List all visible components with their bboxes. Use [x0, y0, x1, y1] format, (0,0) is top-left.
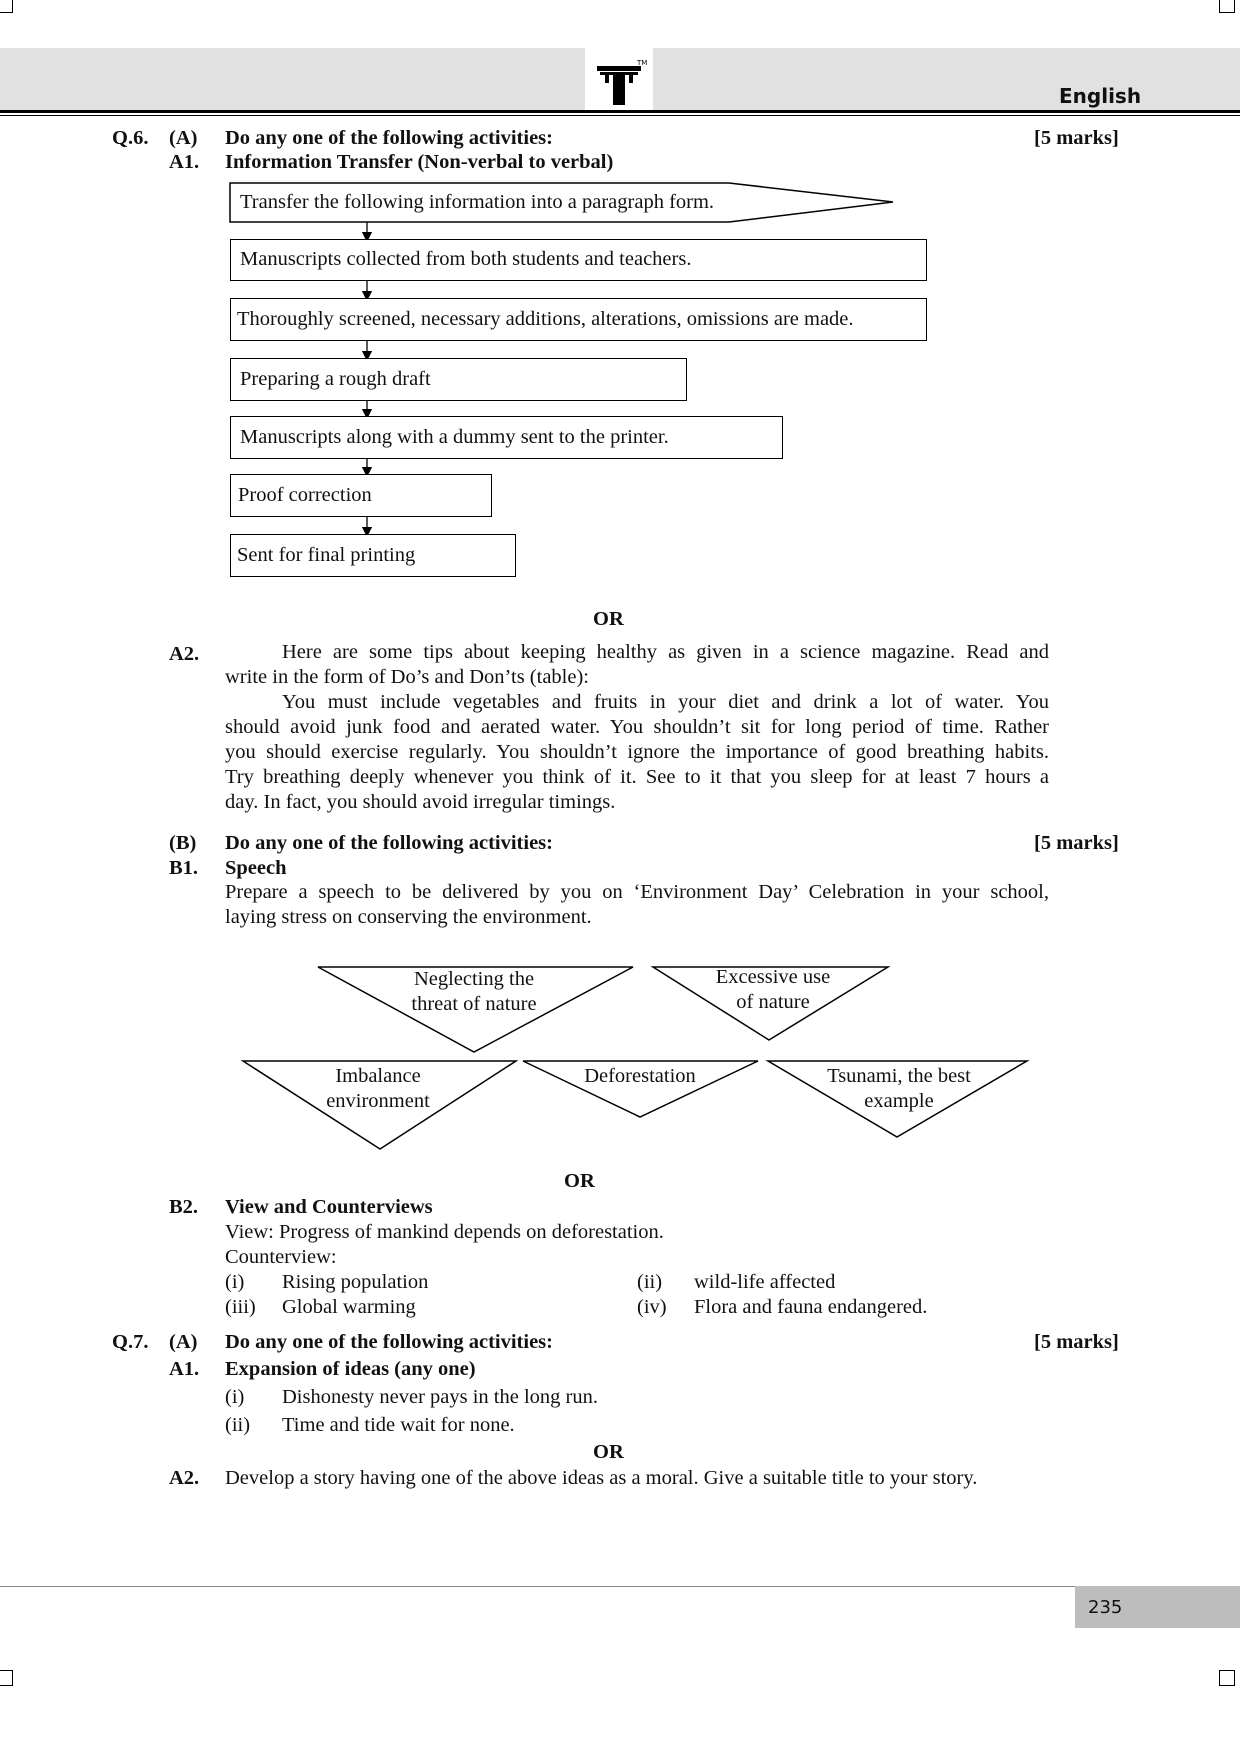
a2-line-2: write in the form of Do’s and Don’ts (table): — [225, 666, 589, 688]
flow-step-5: Manuscripts along with a dummy sent to the printer. — [230, 416, 783, 459]
idea-text: Time and tide wait for none. — [282, 1414, 515, 1436]
flow-step-2: Manuscripts collected from both students and teachers. — [230, 239, 927, 281]
counterpoint-text: Flora and fauna endangered. — [694, 1296, 928, 1318]
a2-line-4: should avoid junk food and aerated water. You shouldn’t sit for long period of time. Rather — [225, 716, 1049, 738]
a2-line-1: Here are some tips about keeping healthy as given in a science magazine. Read and — [282, 641, 1049, 663]
triangle-label-imbalance: Imbalance environment — [326, 1065, 430, 1112]
triangle-label-deforestation: Deforestation — [584, 1065, 696, 1087]
q6-part-a-marks: [5 marks] — [1034, 127, 1119, 149]
counterpoint-text: Global warming — [282, 1296, 416, 1318]
q7-number: Q.7. — [112, 1331, 149, 1353]
b1-line-2: laying stress on conserving the environment. — [225, 906, 592, 928]
q6-b2-view: View: Progress of mankind depends on deforestation. — [225, 1221, 664, 1243]
q6-a2-label: A2. — [169, 643, 200, 665]
q7-a2-label: A2. — [169, 1467, 200, 1489]
counterpoint-num: (iii) — [225, 1296, 256, 1318]
idea-text: Dishonesty never pays in the long run. — [282, 1386, 598, 1408]
q6-part-a-label: (A) — [169, 127, 198, 149]
flow-step-1: Transfer the following information into a paragraph form. — [240, 191, 715, 213]
subject-title: English — [1059, 84, 1142, 108]
crop-mark-bottom-left — [0, 1670, 13, 1686]
triangle-label-tsunami: Tsunami, the best example — [827, 1065, 971, 1112]
flow-step-6: Proof correction — [230, 474, 492, 517]
q7-a1-label: A1. — [169, 1358, 200, 1380]
counterpoint-num: (i) — [225, 1271, 245, 1293]
q6-part-b-label: (B) — [169, 832, 197, 854]
triangle-label-neglecting: Neglecting the threat of nature — [411, 968, 537, 1015]
q7-a1-title: Expansion of ideas (any one) — [225, 1358, 476, 1380]
q6-number: Q.6. — [112, 127, 149, 149]
q6-a1-label: A1. — [169, 151, 200, 173]
b1-line-1: Prepare a speech to be delivered by you on ‘Environment Day’ Celebration in your school, — [225, 881, 1049, 903]
flow-step-4: Preparing a rough draft — [230, 358, 687, 401]
q6-a1-title: Information Transfer (Non-verbal to verbal) — [225, 151, 614, 173]
svg-text:TM: TM — [637, 59, 648, 67]
idea-num: (ii) — [225, 1414, 251, 1436]
a2-line-5: you should exercise regularly. You shouldn’t ignore the importance of good breathing habits. — [225, 741, 1049, 763]
counterpoint-text: Rising population — [282, 1271, 429, 1293]
or-separator-1: OR — [593, 608, 624, 630]
counterpoint-num: (ii) — [637, 1271, 663, 1293]
flow-step-7: Sent for final printing — [230, 534, 516, 577]
idea-num: (i) — [225, 1386, 245, 1408]
q6-b1-label: B1. — [169, 857, 199, 879]
q6-b2-label: B2. — [169, 1196, 199, 1218]
q6-b1-title: Speech — [225, 857, 287, 879]
footer-rule — [0, 1586, 1240, 1587]
a2-line-7: day. In fact, you should avoid irregular timings. — [225, 791, 616, 813]
q6-part-b-instruction: Do any one of the following activities: — [225, 832, 553, 854]
q7-part-a-instruction: Do any one of the following activities: — [225, 1331, 553, 1353]
a2-line-3: You must include vegetables and fruits in your diet and drink a lot of water. You — [282, 691, 1049, 713]
a2-line-6: Try breathing deeply whenever you think of it. See to it that you sleep for at least 7 hours a — [225, 766, 1049, 788]
q6-b2-title: View and Counterviews — [225, 1196, 433, 1218]
triangle-label-excessive: Excessive use of nature — [715, 966, 831, 1013]
q7-part-a-label: (A) — [169, 1331, 198, 1353]
q6-b2-counterview-label: Counterview: — [225, 1246, 337, 1268]
counterpoint-num: (iv) — [637, 1296, 667, 1318]
or-separator-3: OR — [593, 1441, 624, 1463]
counterpoint-text: wild-life affected — [694, 1271, 836, 1293]
page-number: 235 — [1088, 1597, 1123, 1618]
or-separator-2: OR — [564, 1170, 595, 1192]
q7-a2-text: Develop a story having one of the above ideas as a moral. Give a suitable title to your story. — [225, 1467, 978, 1489]
flow-step-3: Thoroughly screened, necessary additions, alterations, omissions are made. — [230, 298, 927, 341]
q6-part-b-marks: [5 marks] — [1034, 832, 1119, 854]
crop-mark-bottom-right — [1219, 1670, 1235, 1686]
q7-part-a-marks: [5 marks] — [1034, 1331, 1119, 1353]
q6-part-a-instruction: Do any one of the following activities: — [225, 127, 553, 149]
